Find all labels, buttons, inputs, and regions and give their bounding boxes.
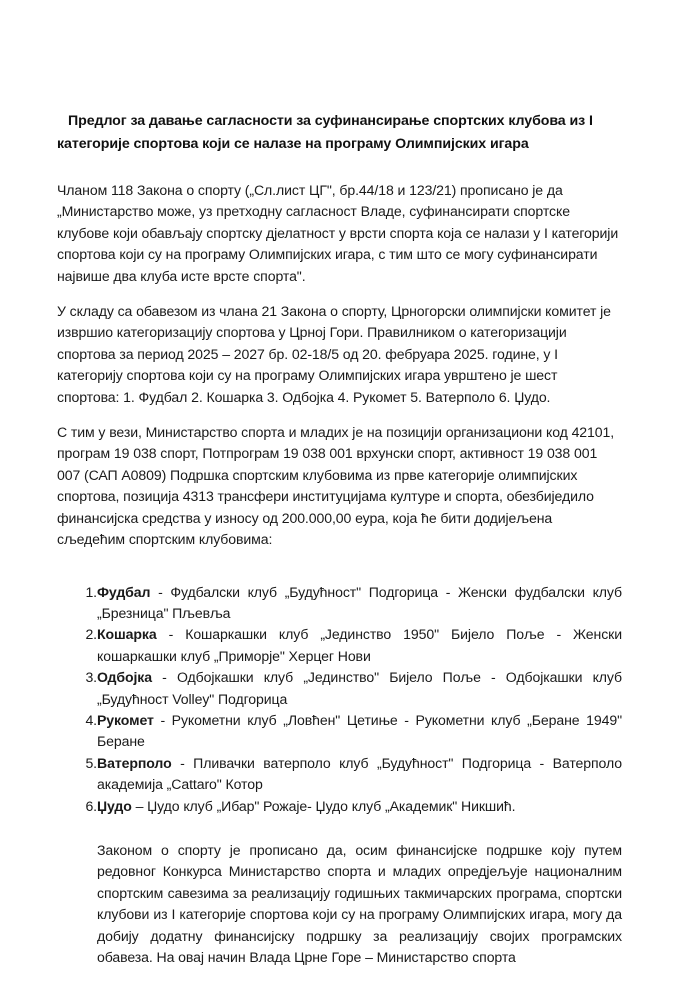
list-item-sport: Кошарка xyxy=(97,626,157,643)
list-item xyxy=(57,667,622,710)
paragraph-closing: Законом о спорту је прописано да, осим финансијске подршке коју путем редовног Конкурса Министарство спорта и младих опредјељује националним спортским савезима за реализацију годишњих такмичарских програма, спортски клубови из I категорије спортова који су на програму Олимпијских игара, могу да добију додатну финансијску подршку за реализацију својих програмских обавеза. На овај начин Влада Црне Горе – Министарство спорта xyxy=(97,841,622,965)
list-item-number: 2. xyxy=(85,626,97,643)
list-item-number: 1. xyxy=(85,583,97,600)
list-item-number: 3. xyxy=(85,669,97,686)
list-item-sport: Фудбал xyxy=(97,583,151,600)
list-item-clubs: - Рукометни клуб „Ловћен" Цетиње - Рукометни клуб „Беране 1949" Беране xyxy=(97,711,622,750)
list-item-number: 5. xyxy=(85,754,97,771)
document-content xyxy=(57,0,622,983)
list-item-number: 4. xyxy=(85,711,97,728)
paragraph-budget-allocation: С тим у вези, Министарство спорта и младих је на позицији организациони код 42101, програм 19 038 спорт, Потпрограм 19 038 001 врхунски спорт, активност 19 038 001 007 (САП А0809) Подршка спортским клубовима из прве категорије олимпијских спортова, позиција 4313 трансфери институцијама културе и спорта, обезбиједило финансијска средства у износу од 200.000,00 еура, која ће бити додијељена сљедећим спортским клубовима: xyxy=(57,424,615,548)
list-item xyxy=(57,710,622,753)
list-item-clubs: - Кошаркашки клуб „Јединство 1950" Бијело Поље - Женски кошаркашки клуб „Приморје" Херцег Нови xyxy=(97,626,622,664)
paragraph-law-article-118: Чланом 118 Закона о спорту („Сл.лист ЦГ", бр.44/18 и 123/21) прописано је да „Министарство може, уз претходну сагласност Владе, суфинансирати спортске клубове који обављају спортску дјелатност у врсти спорта која се налази у I категорији спортова који су на програму Олимпијских игара, с тим што се могу суфинансирати највише два клуба исте врсте спорта". xyxy=(57,182,619,284)
list-item-sport: Рукомет xyxy=(97,711,154,728)
list-item-number: 6. xyxy=(85,797,97,814)
list-item-clubs: – Џудо клуб „Ибар" Рожаје- Џудо клуб „Академик" Никшић. xyxy=(131,797,516,814)
list-item xyxy=(57,624,622,667)
list-item-sport: Одбојка xyxy=(97,669,152,686)
list-item xyxy=(57,582,622,625)
list-item xyxy=(57,753,622,796)
paragraph-categorization: У складу са обавезом из члана 21 Закона о спорту, Црногорски олимпијски комитет је извршио категоризацију спортова у Црној Гори. Правилником о категоризацији спортова за период 2025 – 2027 бр. 02-18/5 од 20. фебруара 2025. године, у I категорију спортова који су на програму Олимпијских игара уврштено је шест спортова: 1. Фудбал 2. Кошарка 3. Одбојка 4. Рукомет 5. Ватерполо 6. Џудо. xyxy=(57,303,611,405)
list-item-sport: Џудо xyxy=(97,797,132,814)
list-item xyxy=(57,796,622,817)
club-list xyxy=(57,582,622,817)
page-title: Предлог за давање сагласности за суфинансирање спортских клубова из I категорије спортова који се налазе на програму Олимпијских игара xyxy=(57,113,593,152)
list-item-sport: Ватерполо xyxy=(97,754,172,771)
list-item-clubs: - Фудбалски клуб „Будућност" Подгорица - Женски фудбалски клуб „Брезница" Пљевља xyxy=(97,583,622,621)
list-item-clubs: - Одбојкашки клуб „Јединство" Бијело Поље - Одбојкашки клуб „Будућност Volley" Подгорица xyxy=(97,669,622,707)
list-item-clubs: - Пливачки ватерполо клуб „Будућност" Подгорица - Ватерполо академија „Cattaro" Котор xyxy=(97,754,622,793)
